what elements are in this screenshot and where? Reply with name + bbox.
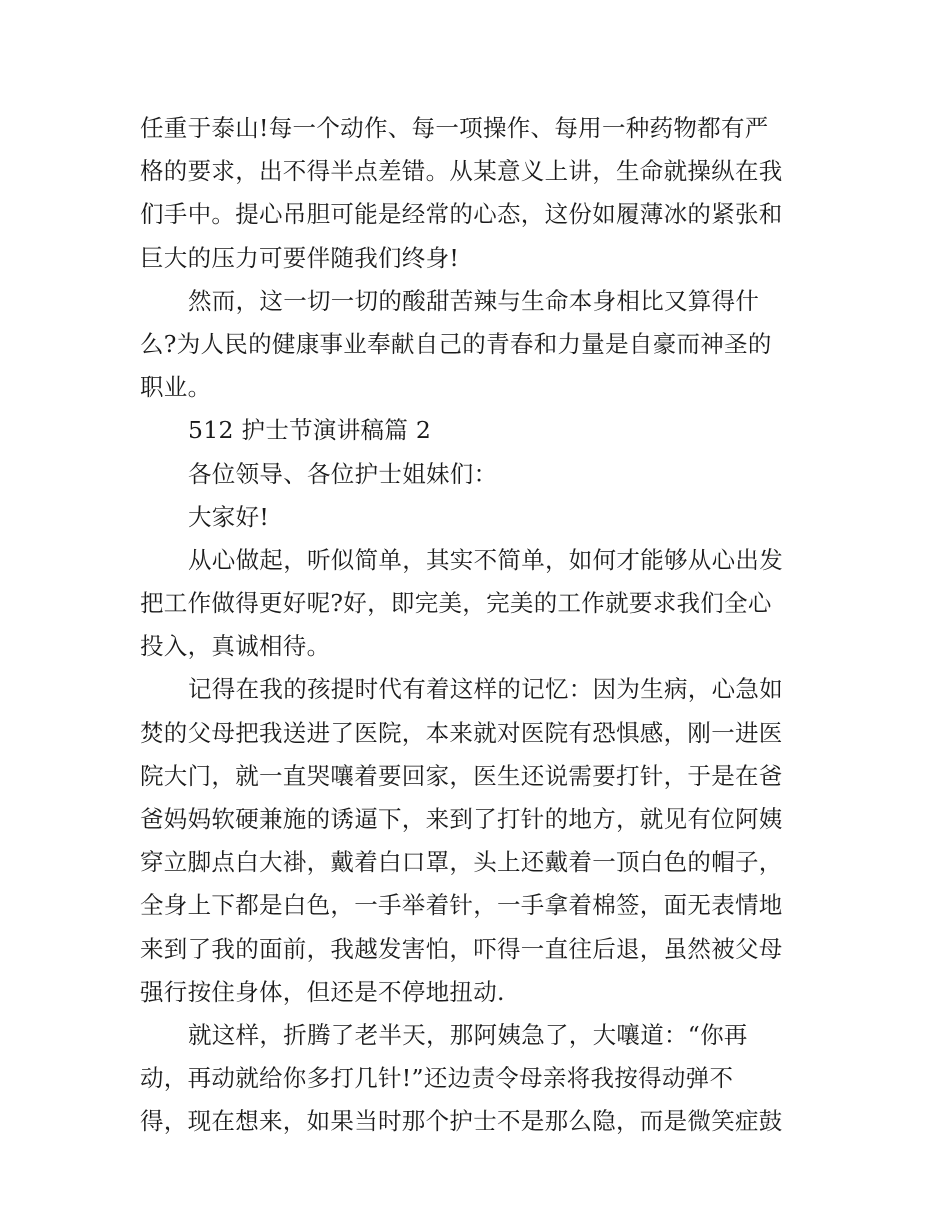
text-line-21: 强行按住身体，但还是不停地扭动.: [140, 977, 505, 1006]
salutation: 各位领导、各位护士姐妹们：: [188, 459, 498, 488]
text-line-3: 们手中。提心吊胆可能是经常的心态，这份如履薄冰的紧张和: [140, 200, 783, 229]
text-line-19: 全身上下都是白色，一手举着针，一手拿着棉签，面无表情地: [140, 891, 783, 920]
section-heading: 512 护士节演讲稿篇 2: [188, 416, 432, 445]
text-line-2: 格的要求，出不得半点差错。从某意义上讲，生命就操纵在我: [140, 157, 783, 186]
text-line-1: 任重于泰山!每一个动作、每一项操作、每用一种药物都有严: [140, 114, 769, 142]
text-line-5: 然而，这一切一切的酸甜苦辣与生命本身相比又算得什: [188, 286, 760, 315]
text-line-16: 院大门，就一直哭嚷着要回家，医生还说需要打针，于是在爸: [140, 761, 783, 790]
text-line-14: 记得在我的孩提时代有着这样的记忆：因为生病，心急如: [188, 675, 783, 704]
text-line-23: 动，再动就给你多打几针!”还边责令母亲将我按得动弹不: [140, 1064, 734, 1093]
text-line-17: 爸妈妈软硬兼施的诱逼下，来到了打针的地方，就见有位阿姨: [140, 805, 783, 833]
text-line-22: 就这样，折腾了老半天，那阿姨急了，大嚷道：“你再: [188, 1020, 748, 1049]
text-line-18: 穿立脚点白大褂，戴着白口罩，头上还戴着一顶白色的帽子，: [140, 848, 783, 877]
text-line-15: 焚的父母把我送进了医院，本来就对医院有恐惧感，刚一进医: [140, 718, 783, 747]
document-page: [140, 107, 816, 1144]
text-line-11: 从心做起，听似简单，其实不简单，如何才能够从心出发: [188, 545, 783, 574]
text-line-6: 么?为人民的健康事业奉献自己的青春和力量是自豪而神圣的: [140, 329, 772, 358]
text-line-7: 职业。: [140, 373, 212, 402]
text-line-4: 巨大的压力可要伴随我们终身!: [140, 243, 460, 272]
text-line-20: 来到了我的面前，我越发害怕，吓得一直往后退，虽然被父母: [140, 934, 783, 963]
text-line-13: 投入，真诚相待。: [140, 632, 331, 661]
text-line-24: 得，现在想来，如果当时那个护士不是那么隐，而是微笑症鼓: [140, 1107, 783, 1136]
greeting: 大家好!: [188, 502, 270, 531]
text-line-12: 把工作做得更好呢?好，即完美，完美的工作就要求我们全心: [140, 589, 772, 618]
